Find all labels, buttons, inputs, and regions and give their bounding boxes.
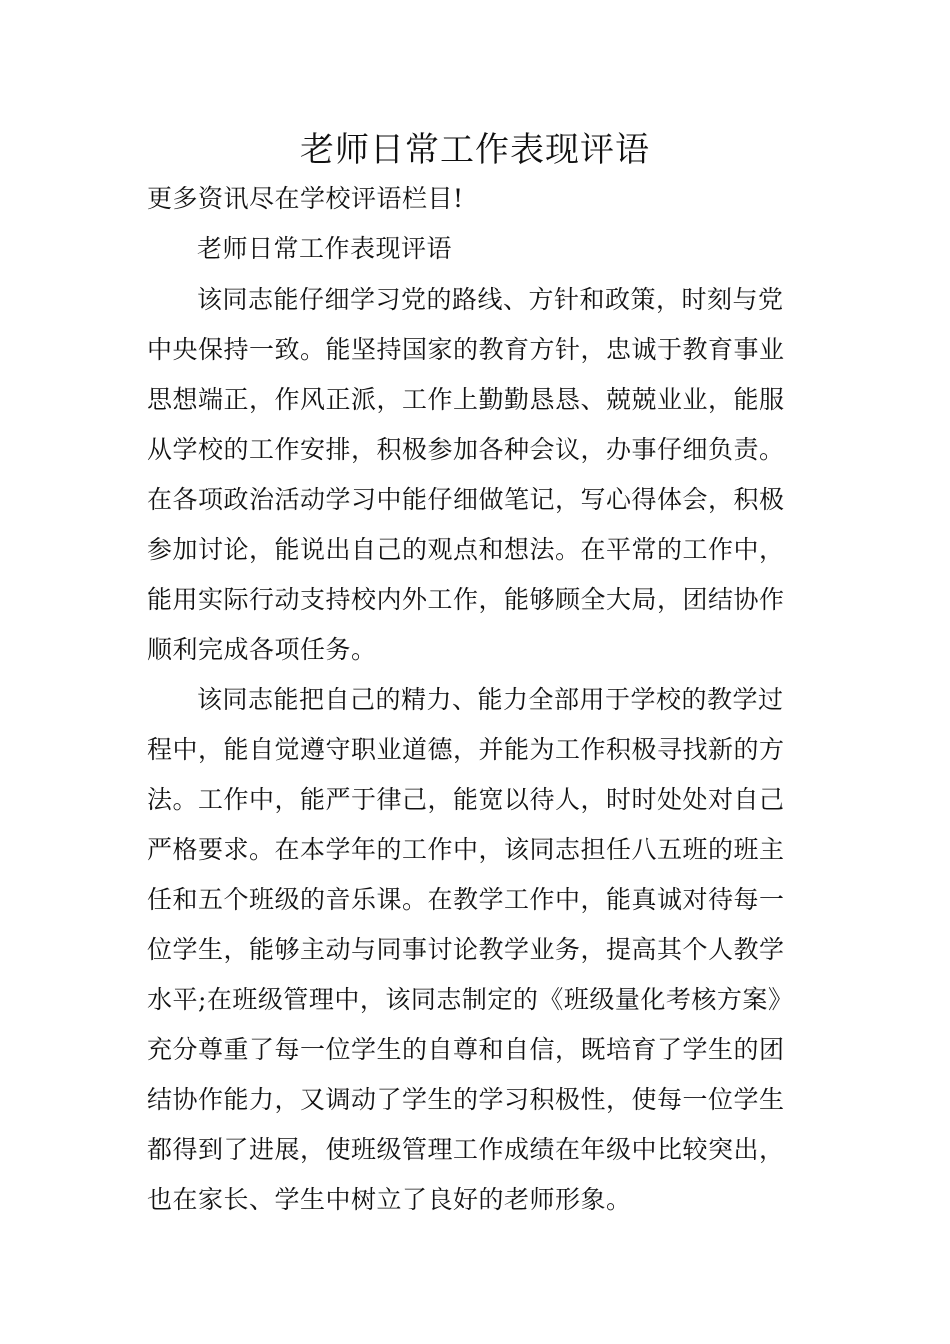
paragraph-2-line-1: 该同志能把自己的精力、能力全部用于学校的教学过 [197, 685, 784, 714]
paragraph-1-line-3: 思想端正，作风正派，工作上勤勤恳恳、兢兢业业，能服 [147, 385, 785, 414]
paragraph-1-line-1: 该同志能仔细学习党的路线、方针和政策，时刻与党 [197, 285, 784, 314]
paragraph-1-line-7: 能用实际行动支持校内外工作，能够顾全大局，团结协作 [147, 585, 785, 614]
document-title: 老师日常工作表现评语 [300, 130, 650, 170]
paragraph-2-line-7: 水平;在班级管理中，该同志制定的《班级量化考核方案》 [147, 985, 794, 1014]
paragraph-1-line-5: 在各项政治活动学习中能仔细做笔记，写心得体会，积极 [147, 485, 785, 514]
paragraph-2-line-5: 任和五个班级的音乐课。在教学工作中，能真诚对待每一 [147, 885, 785, 914]
paragraph-2-line-11: 也在家长、学生中树立了良好的老师形象。 [147, 1185, 632, 1214]
paragraph-2-line-9: 结协作能力，又调动了学生的学习积极性，使每一位学生 [147, 1085, 785, 1114]
paragraph-2-line-4: 严格要求。在本学年的工作中，该同志担任八五班的班主 [147, 835, 785, 864]
paragraph-1-line-8: 顺利完成各项任务。 [147, 635, 377, 664]
paragraph-2-line-3: 法。工作中，能严于律己，能宽以待人，时时处处对自己 [147, 785, 785, 814]
paragraph-2-line-10: 都得到了进展，使班级管理工作成绩在年级中比较突出， [147, 1135, 785, 1164]
intro-line: 更多资讯尽在学校评语栏目! [147, 184, 464, 213]
paragraph-2-line-2: 程中，能自觉遵守职业道德，并能为工作积极寻找新的方 [147, 735, 785, 764]
subtitle-line: 老师日常工作表现评语 [197, 234, 453, 263]
paragraph-2-line-6: 位学生，能够主动与同事讨论教学业务，提高其个人教学 [147, 935, 785, 964]
paragraph-1-line-2: 中央保持一致。能坚持国家的教育方针，忠诚于教育事业 [147, 335, 785, 364]
paragraph-1-line-6: 参加讨论，能说出自己的观点和想法。在平常的工作中， [147, 535, 785, 564]
paragraph-2-line-8: 充分尊重了每一位学生的自尊和自信，既培育了学生的团 [147, 1035, 785, 1064]
paragraph-1-line-4: 从学校的工作安排，积极参加各种会议，办事仔细负责。 [147, 435, 785, 464]
